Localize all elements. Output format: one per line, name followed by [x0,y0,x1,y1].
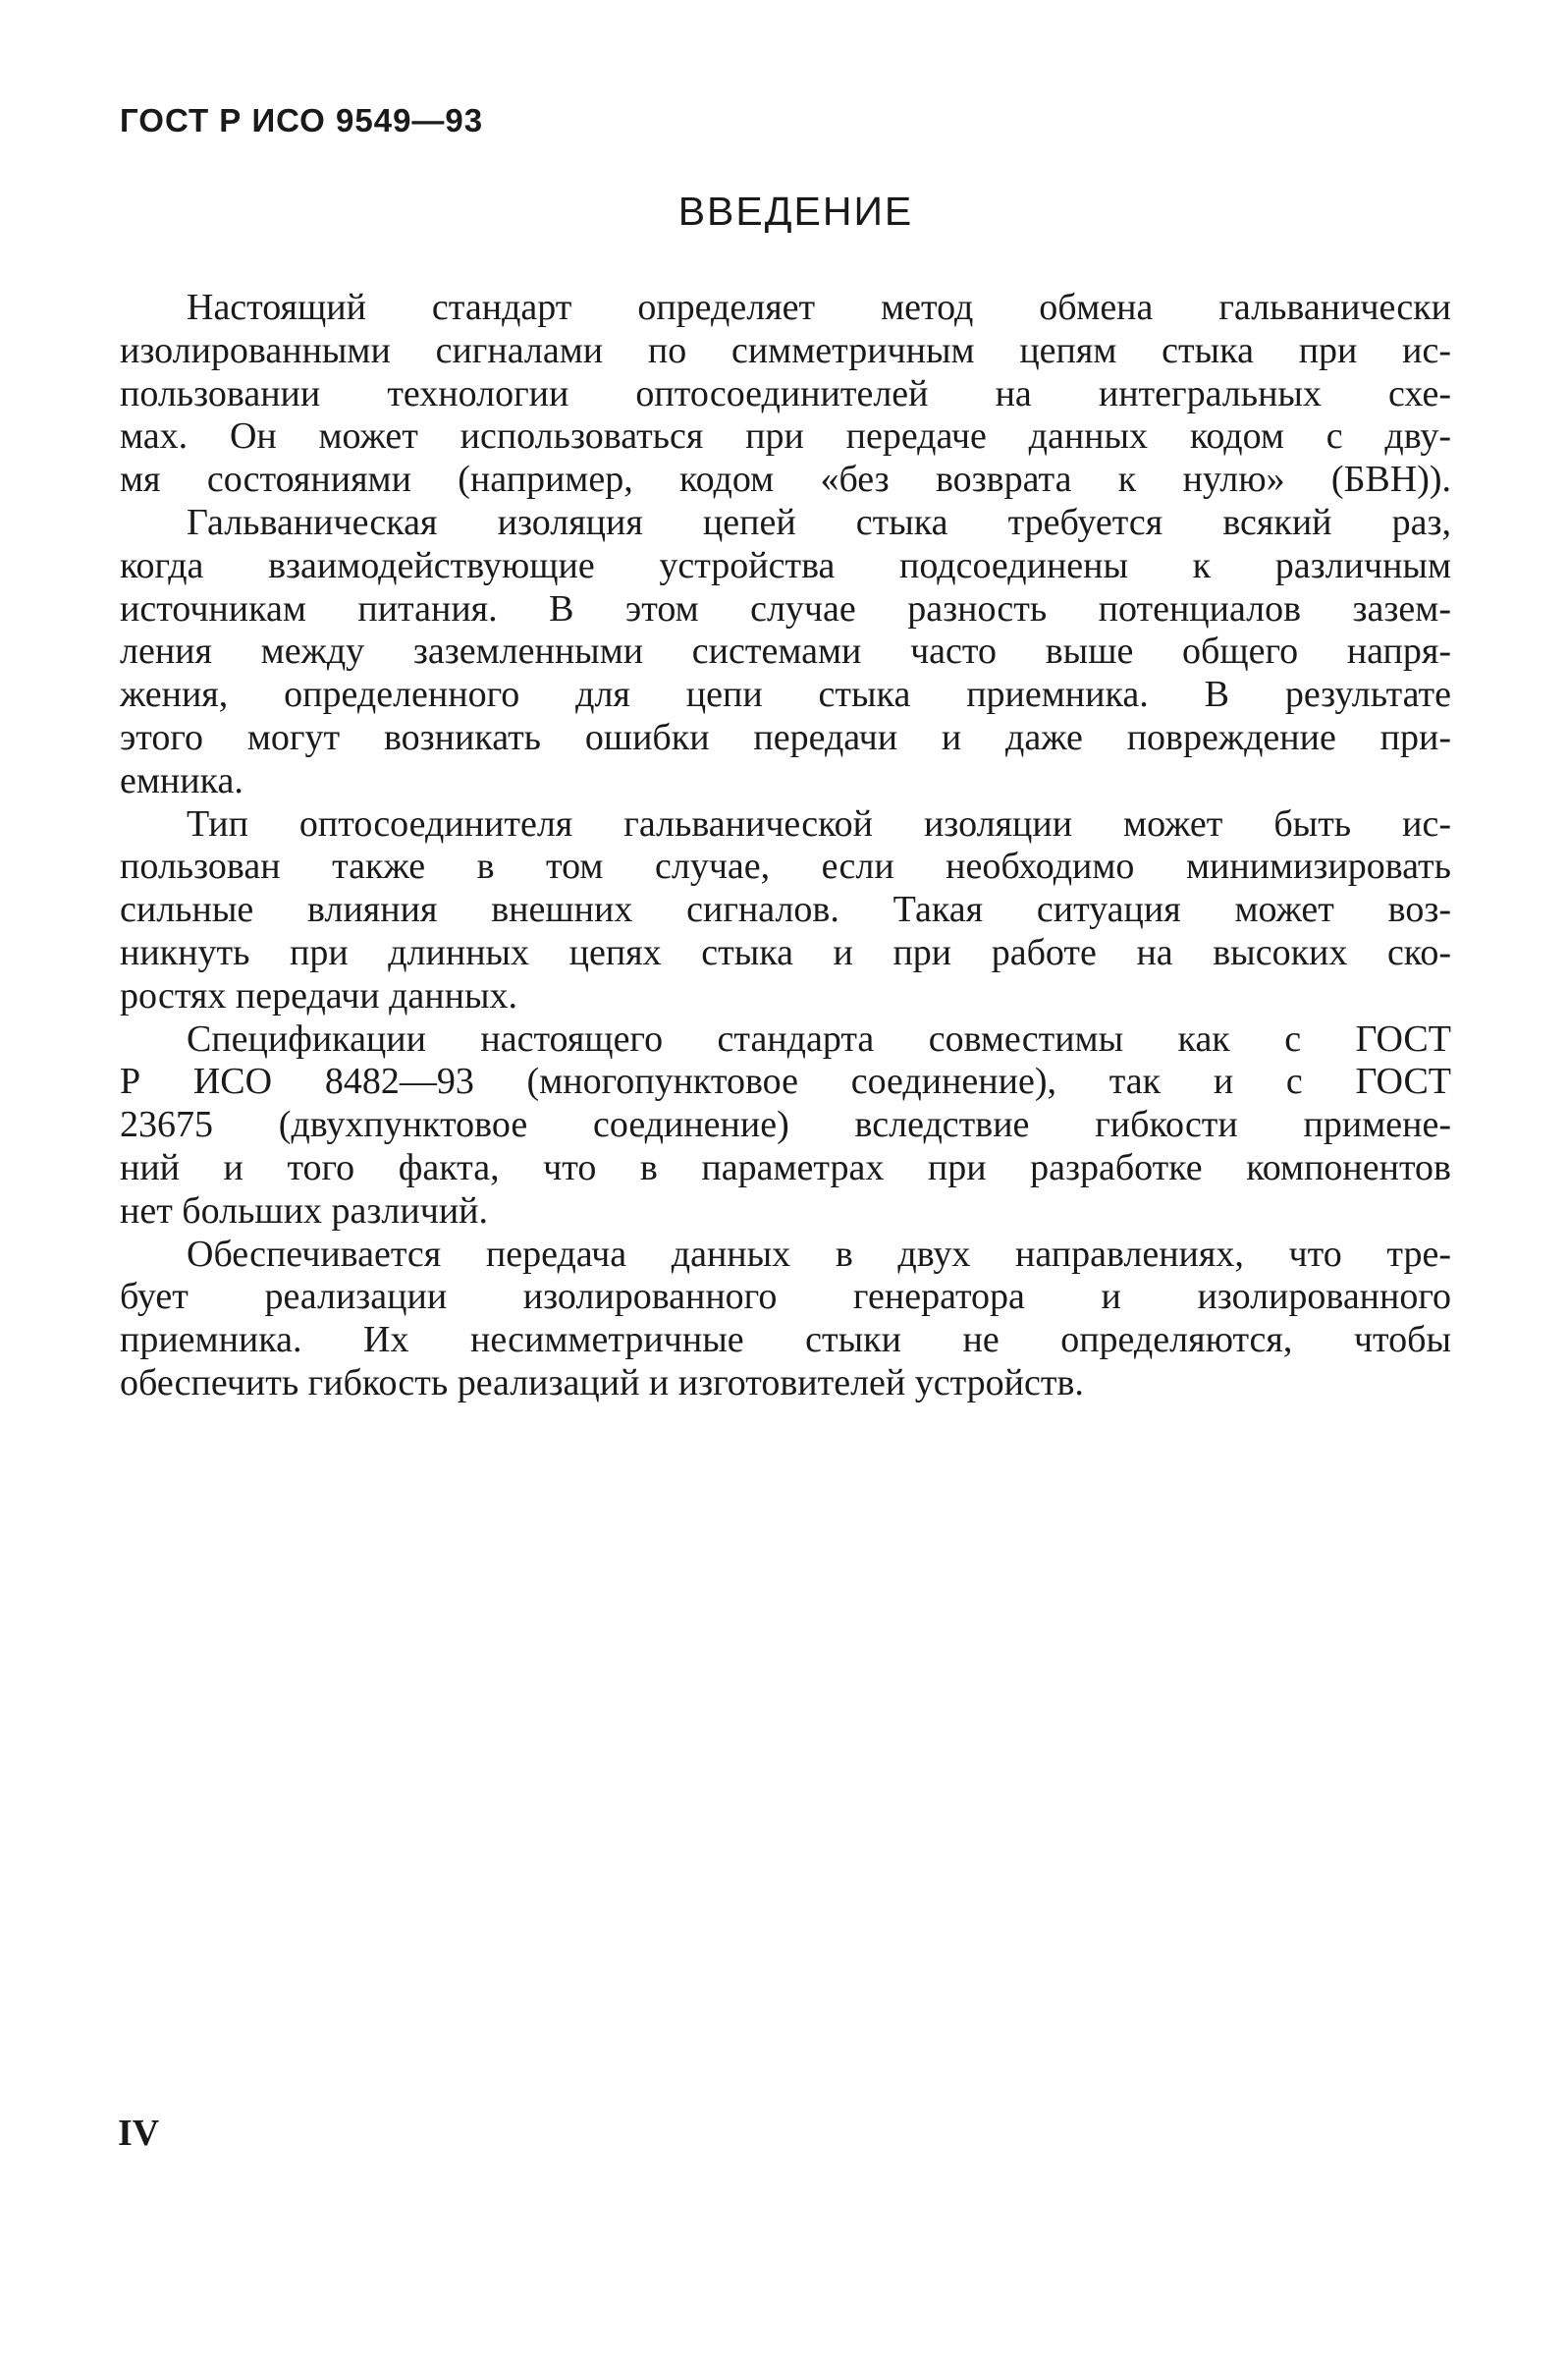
text-line: нет больших различий. [120,1189,488,1232]
page-number: IV [118,2113,160,2154]
text-line: никнуть при длинных цепях стыка и при работе на высоких ско- [120,931,1451,973]
paragraph-1 [120,287,1451,502]
text-line: Спецификации настоящего стандарта совместимы как с ГОСТ [187,1017,1451,1060]
text-line: Настоящий стандарт определяет метод обмена гальванически [187,287,1451,328]
text-line: мах. Он может использоваться при передаче данных кодом с дву- [120,415,1451,458]
text-line: пользовании технологии оптосоединителей на интегральных схе- [120,372,1451,414]
paragraph-5 [120,1234,1451,1405]
paragraph-2 [120,502,1451,803]
text-line: ления между заземленными системами часто выше общего напря- [120,631,1451,673]
text-line: бует реализации изолированного генератора и изолированного [120,1276,1451,1318]
body-text [120,287,1451,1405]
text-line: ний и того факта, что в параметрах при разработке компонентов [120,1146,1451,1188]
text-line: мя состояниями (например, кодом «без возврата к нулю» (БВН)). [120,459,1451,501]
text-line: Обеспечивается передача данных в двух направлениях, что тре- [187,1233,1451,1275]
text-line: этого могут возникать ошибки передачи и даже повреждение при- [120,716,1451,758]
text-line: пользован также в том случае, если необходимо минимизировать [120,846,1451,888]
paragraph-3 [120,803,1451,1018]
text-line: изолированными сигналами по симметричным цепям стыка при ис- [120,329,1451,371]
text-line: обеспечить гибкость реализаций и изготовителей устройств. [120,1361,1084,1403]
text-line: 23675 (двухпунктовое соединение) вследствие гибкости примене- [120,1104,1451,1146]
text-line: когда взаимодействующие устройства подсоединены к различным [120,544,1451,586]
text-line: сильные влияния внешних сигналов. Такая ситуация может воз- [120,889,1451,931]
document-code-header: ГОСТ Р ИСО 9549—93 [120,102,484,138]
text-line: Гальваническая изоляция цепей стыка требуется всякий раз, [187,501,1451,543]
text-line: Р ИСО 8482—93 (многопунктовое соединение), так и с ГОСТ [120,1061,1451,1103]
text-line: жения, определенного для цепи стыка приемника. В результате [120,674,1451,716]
text-line: источникам питания. В этом случае разность потенциалов зазем- [120,587,1451,630]
text-line: ростях передачи данных. [120,974,517,1017]
section-title: ВВЕДЕНИЕ [677,189,914,234]
paragraph-4 [120,1018,1451,1234]
text-line: Тип оптосоединителя гальванической изоляции может быть ис- [187,802,1451,845]
text-line: емника. [120,759,243,801]
text-line: приемника. Их несимметричные стыки не определяются, чтобы [120,1319,1451,1361]
